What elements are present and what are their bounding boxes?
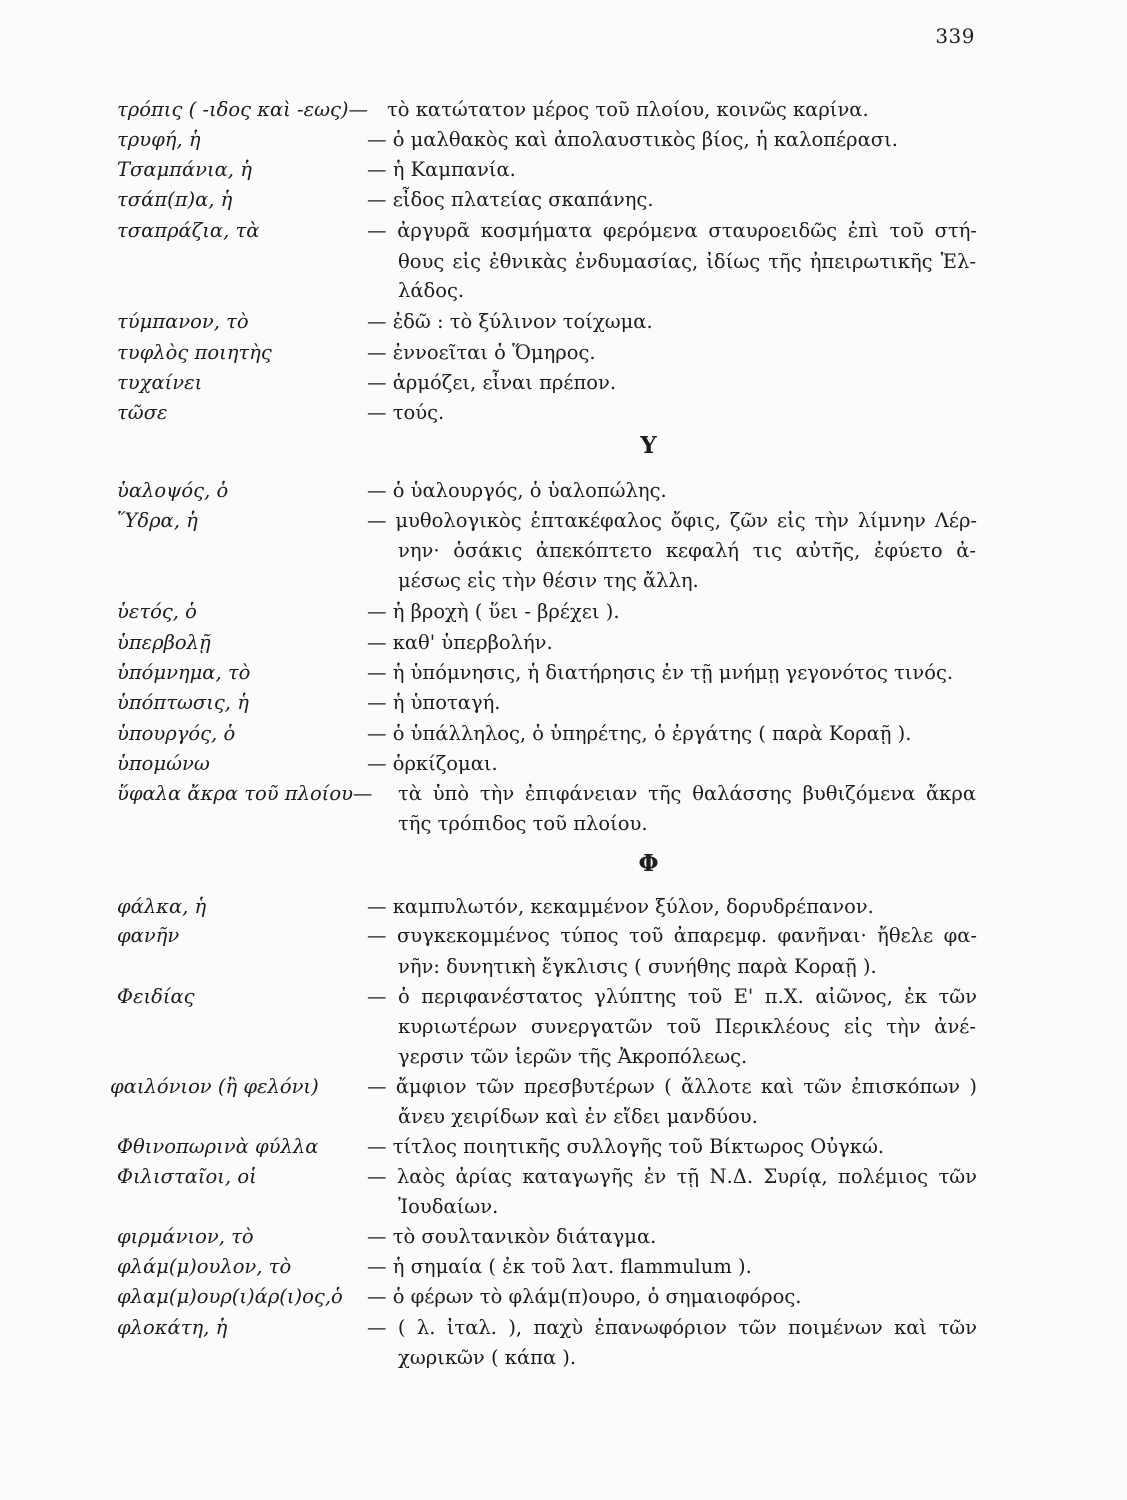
entry-term: ὑπόπτωσις, ἡ <box>117 691 249 714</box>
entry-definition: — ὁ φέρων τὸ φλάμ(π)ουρο, ὁ σημαιοφόρος. <box>367 1285 802 1308</box>
section-letter-f: Φ <box>638 850 659 877</box>
entry-term: τῶσε <box>117 401 168 424</box>
entry-definition: — ὁ ὑαλουργός, ὁ ὑαλοπώλης. <box>367 479 667 502</box>
entry-definition: — ὁ μαλθακὸς καὶ ἀπολαυστικὸς βίος, ἡ καλοπέρασι. <box>367 128 898 151</box>
entry-definition: — μυθολογικὸς ἑπτακέφαλος ὄφις, ζῶν εἰς τὴν λίμνην Λέρ- <box>367 509 977 532</box>
section-letter-y: Υ <box>640 432 657 459</box>
entry-definition: — ἄμφιον τῶν πρεσβυτέρων ( ἄλλοτε καὶ τῶν ἐπισκόπων ) <box>367 1075 977 1098</box>
entry-term: φανῆν <box>117 924 180 947</box>
entry-term: τύμπανον, τὸ <box>117 310 249 333</box>
entry-definition: τὰ ὑπὸ τὴν ἐπιφάνειαν τῆς θαλάσσης βυθιζόμενα ἄκρα <box>398 782 976 805</box>
entry-definition: — ἡ ὑπόμνησις, ἡ διατήρησις ἐν τῇ μνήμῃ γεγονότος τινός. <box>367 661 954 684</box>
entry-term: ὑαλοψός, ὁ <box>117 479 229 502</box>
entry-definition: — ἡ βροχὴ ( ὕει - βρέχει ). <box>367 600 620 623</box>
entry-term: Φειδίας <box>117 985 195 1008</box>
entry-term: φάλκα, ἡ <box>117 895 207 918</box>
entry-term: ὑπερβολῇ <box>117 631 211 654</box>
entry-definition: — καμπυλωτόν, κεκαμμένον ξύλον, δορυδρέπανον. <box>367 895 874 918</box>
entry-term: ὑπουργός, ὁ <box>117 722 236 745</box>
entry-definition-cont: λάδος. <box>398 279 465 302</box>
entry-definition-cont: νῆν: δυνητικὴ ἔγκλισις ( συνήθης παρὰ Κοραῇ ). <box>398 955 877 978</box>
entry-term: Φθινοπωρινὰ φύλλα <box>117 1135 319 1158</box>
entry-term: Ὕδρα, ἡ <box>117 509 198 532</box>
entry-definition-cont: νην· ὁσάκις ἀπεκόπτετο κεφαλή τις αὐτῆς, ἐφύετο ἀ- <box>398 539 976 562</box>
entry-term: φλάμ(μ)ουλον, τὸ <box>117 1255 292 1278</box>
entry-term: τυφλὸς ποιητὴς <box>117 341 272 364</box>
entry-definition: — τούς. <box>367 401 445 424</box>
entry-definition: — ἀργυρᾶ κοσμήματα φερόμενα σταυροειδῶς ἐπὶ τοῦ στή- <box>367 219 977 242</box>
entry-definition: — ἡ σημαία ( ἐκ τοῦ λατ. flammulum ). <box>367 1255 752 1278</box>
entry-definition-cont: Ἰουδαίων. <box>398 1195 499 1218</box>
entry-definition: — τὸ σουλτανικὸν διάταγμα. <box>367 1225 657 1248</box>
entry-term: τρόπις ( -ιδος καὶ -εως)— <box>117 98 368 121</box>
entry-definition: — εἶδος πλατείας σκαπάνης. <box>367 188 654 211</box>
entry-term: ὑετός, ὁ <box>117 600 197 623</box>
entry-definition: — ἡ ὑποταγή. <box>367 691 501 714</box>
entry-definition: — καθ' ὑπερβολήν. <box>367 631 553 654</box>
entry-term: φλοκάτη, ἡ <box>117 1316 228 1339</box>
page-number: 339 <box>935 24 975 48</box>
entry-definition: — ἐννοεῖται ὁ Ὅμηρος. <box>367 341 596 364</box>
entry-term: ὑπομώνω <box>117 752 210 775</box>
entry-term: τσαπράζια, τὰ <box>117 219 260 242</box>
entry-definition-cont: γερσιν τῶν ἱερῶν τῆς Ἀκροπόλεως. <box>398 1045 748 1068</box>
entry-definition: — συγκεκομμένος τύπος τοῦ ἀπαρεμφ. φανῆναι· ἤθελε φα- <box>367 924 977 947</box>
entry-definition-cont: κυριωτέρων συνεργατῶν τοῦ Περικλέους εἰς τὴν ἀνέ- <box>398 1015 976 1038</box>
entry-definition-cont: μέσως εἰς τὴν θέσιν της ἄλλη. <box>398 569 699 592</box>
entry-definition-cont: χωρικῶν ( κάπα ). <box>398 1346 577 1369</box>
entry-definition-cont: θους εἰς ἐθνικὰς ἐνδυμασίας, ἰδίως τῆς ἠπειρωτικῆς Ἑλ- <box>398 250 976 273</box>
entry-definition: — λαὸς ἀρίας καταγωγῆς ἐν τῇ Ν.Δ. Συρίᾳ, πολέμιος τῶν <box>367 1165 977 1188</box>
entry-term: φλαμ(μ)ουρ(ι)άρ(ι)ος,ὁ <box>117 1285 343 1308</box>
entry-definition-cont: ἄνευ χειρίδων καὶ ἐν εἴδει μανδύου. <box>398 1105 758 1128</box>
entry-definition: — ( λ. ἰταλ. ), παχὺ ἐπανωφόριον τῶν ποιμένων καὶ τῶν <box>367 1316 977 1339</box>
entry-term: τρυφή, ἡ <box>117 128 201 151</box>
entry-definition: — ἐδῶ : τὸ ξύλινον τοίχωμα. <box>367 310 653 333</box>
entry-term: τσάπ(π)α, ἡ <box>117 188 233 211</box>
entry-term: τυχαίνει <box>117 371 203 394</box>
entry-term: φιρμάνιον, τὸ <box>117 1225 254 1248</box>
entry-definition: — ἡ Καμπανία. <box>367 158 516 181</box>
entry-definition: — ὁ ὑπάλληλος, ὁ ὑπηρέτης, ὁ ἐργάτης ( παρὰ Κοραῇ ). <box>367 722 912 745</box>
entry-definition: — ὁ περιφανέστατος γλύπτης τοῦ Ε' π.Χ. αἰῶνος, ἐκ τῶν <box>367 985 977 1008</box>
entry-definition-cont: τῆς τρόπιδος τοῦ πλοίου. <box>398 812 648 835</box>
entry-term: ὑπόμνημα, τὸ <box>117 661 251 684</box>
entry-definition: — ὁρκίζομαι. <box>367 752 498 775</box>
entry-term: φαιλόνιον (ἢ φελόνι) <box>110 1075 319 1098</box>
entry-term: Τσαμπάνια, ἡ <box>117 158 252 181</box>
entry-term: ὕφαλα ἄκρα τοῦ πλοίου— <box>117 782 373 805</box>
entry-term: Φιλισταῖοι, οἱ <box>117 1165 257 1188</box>
entry-definition: τὸ κατώτατον μέρος τοῦ πλοίου, κοινῶς καρίνα. <box>387 98 869 121</box>
entry-definition: — τίτλος ποιητικῆς συλλογῆς τοῦ Βίκτωρος Οὐγκώ. <box>367 1135 885 1158</box>
entry-definition: — ἁρμόζει, εἶναι πρέπον. <box>367 371 617 394</box>
